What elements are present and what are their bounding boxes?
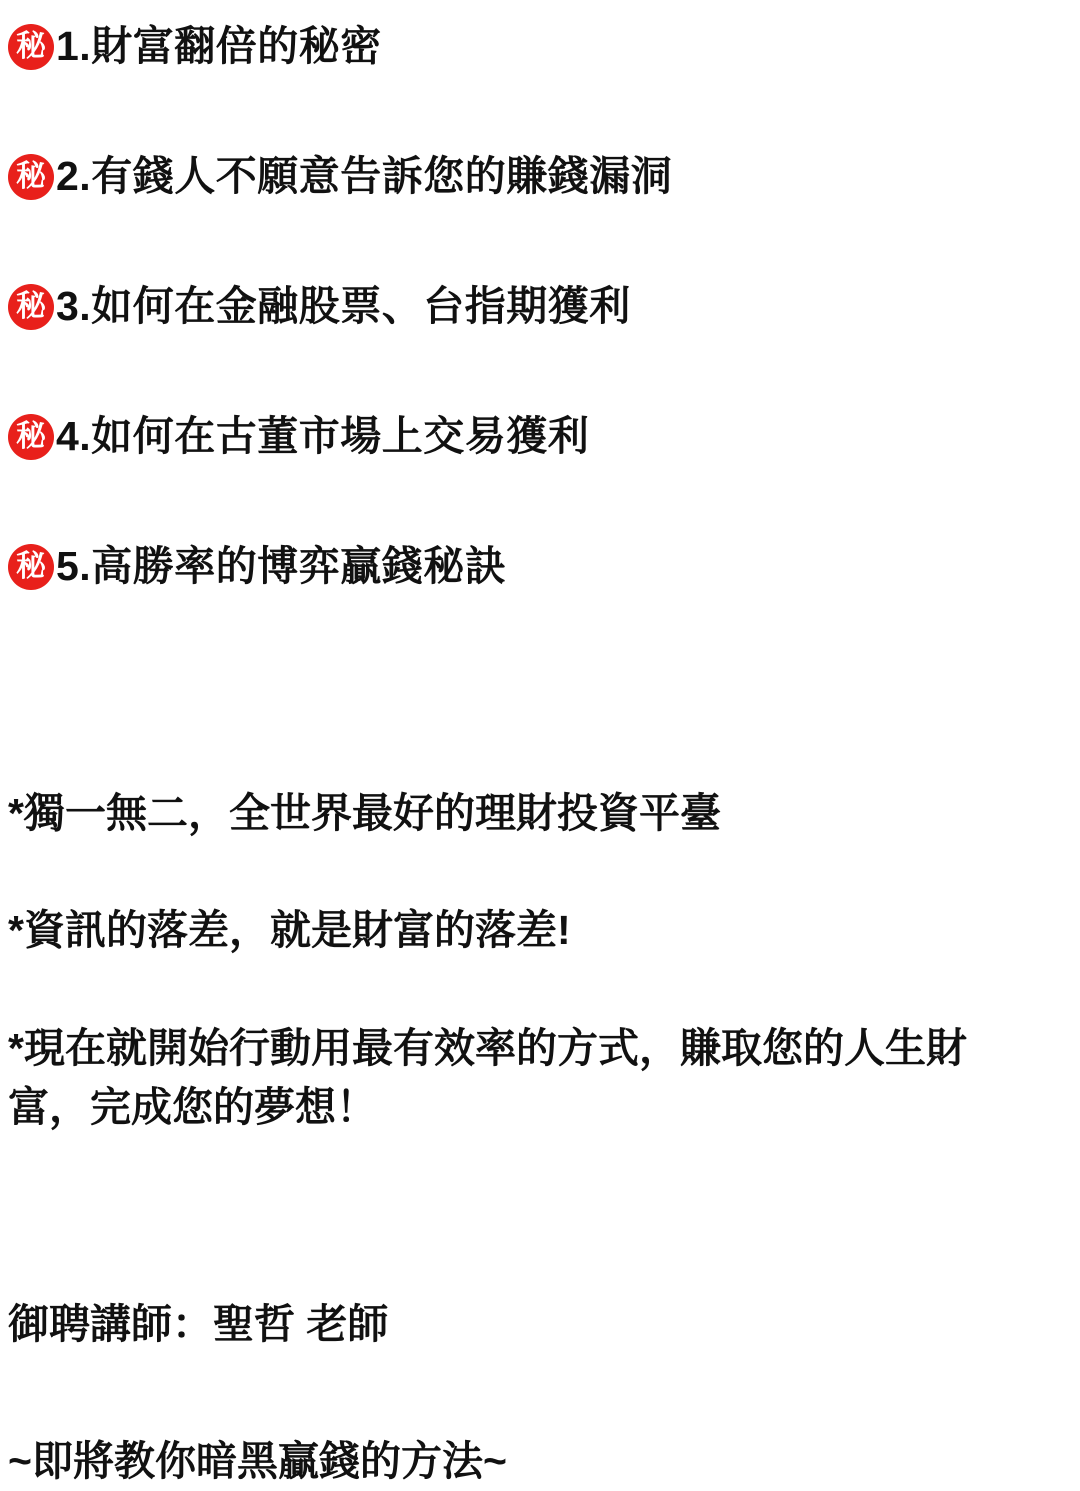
list-item-label: 如何在古董市場上交易獲利 [91, 413, 590, 460]
secret-list [0, 0, 1080, 600]
highlight-point: *獨一無二，全世界最好的理財投資平臺 [8, 790, 721, 836]
secret-seal-icon: 秘 [8, 284, 54, 330]
secret-seal-icon: 秘 [8, 544, 54, 590]
list-item-label: 高勝率的博弈贏錢秘訣 [91, 543, 507, 590]
footer-section [0, 1196, 1080, 1491]
highlight-points [0, 664, 1080, 1138]
highlight-point: *現在就開始行動用最有效率的方式，賺取您的人生財富，完成您的夢想！ [8, 1024, 967, 1131]
list-item [0, 274, 1080, 340]
list-item-number: 5. [56, 543, 92, 590]
list-item-label: 財富翻倍的秘密 [91, 23, 382, 70]
list-item-number: 2. [56, 153, 92, 200]
secret-seal-icon: 秘 [8, 414, 54, 460]
list-item-number: 4. [56, 413, 92, 460]
list-item [0, 14, 1080, 80]
list-item-number: 1. [56, 23, 92, 70]
list-item-label: 如何在金融股票、台指期獲利 [91, 283, 631, 330]
list-item-number: 3. [56, 283, 92, 330]
secret-seal-icon: 秘 [8, 24, 54, 70]
instructor-line: 御聘講師：聖哲 老師 [8, 1300, 389, 1347]
list-item [0, 534, 1080, 600]
list-item [0, 404, 1080, 470]
list-item [0, 144, 1080, 210]
secret-seal-icon: 秘 [8, 154, 54, 200]
list-item-label: 有錢人不願意告訴您的賺錢漏洞 [91, 153, 673, 200]
highlight-point: *資訊的落差，就是財富的落差! [8, 907, 571, 954]
tagline: ~即將教你暗黑贏錢的方法~ [8, 1438, 507, 1485]
